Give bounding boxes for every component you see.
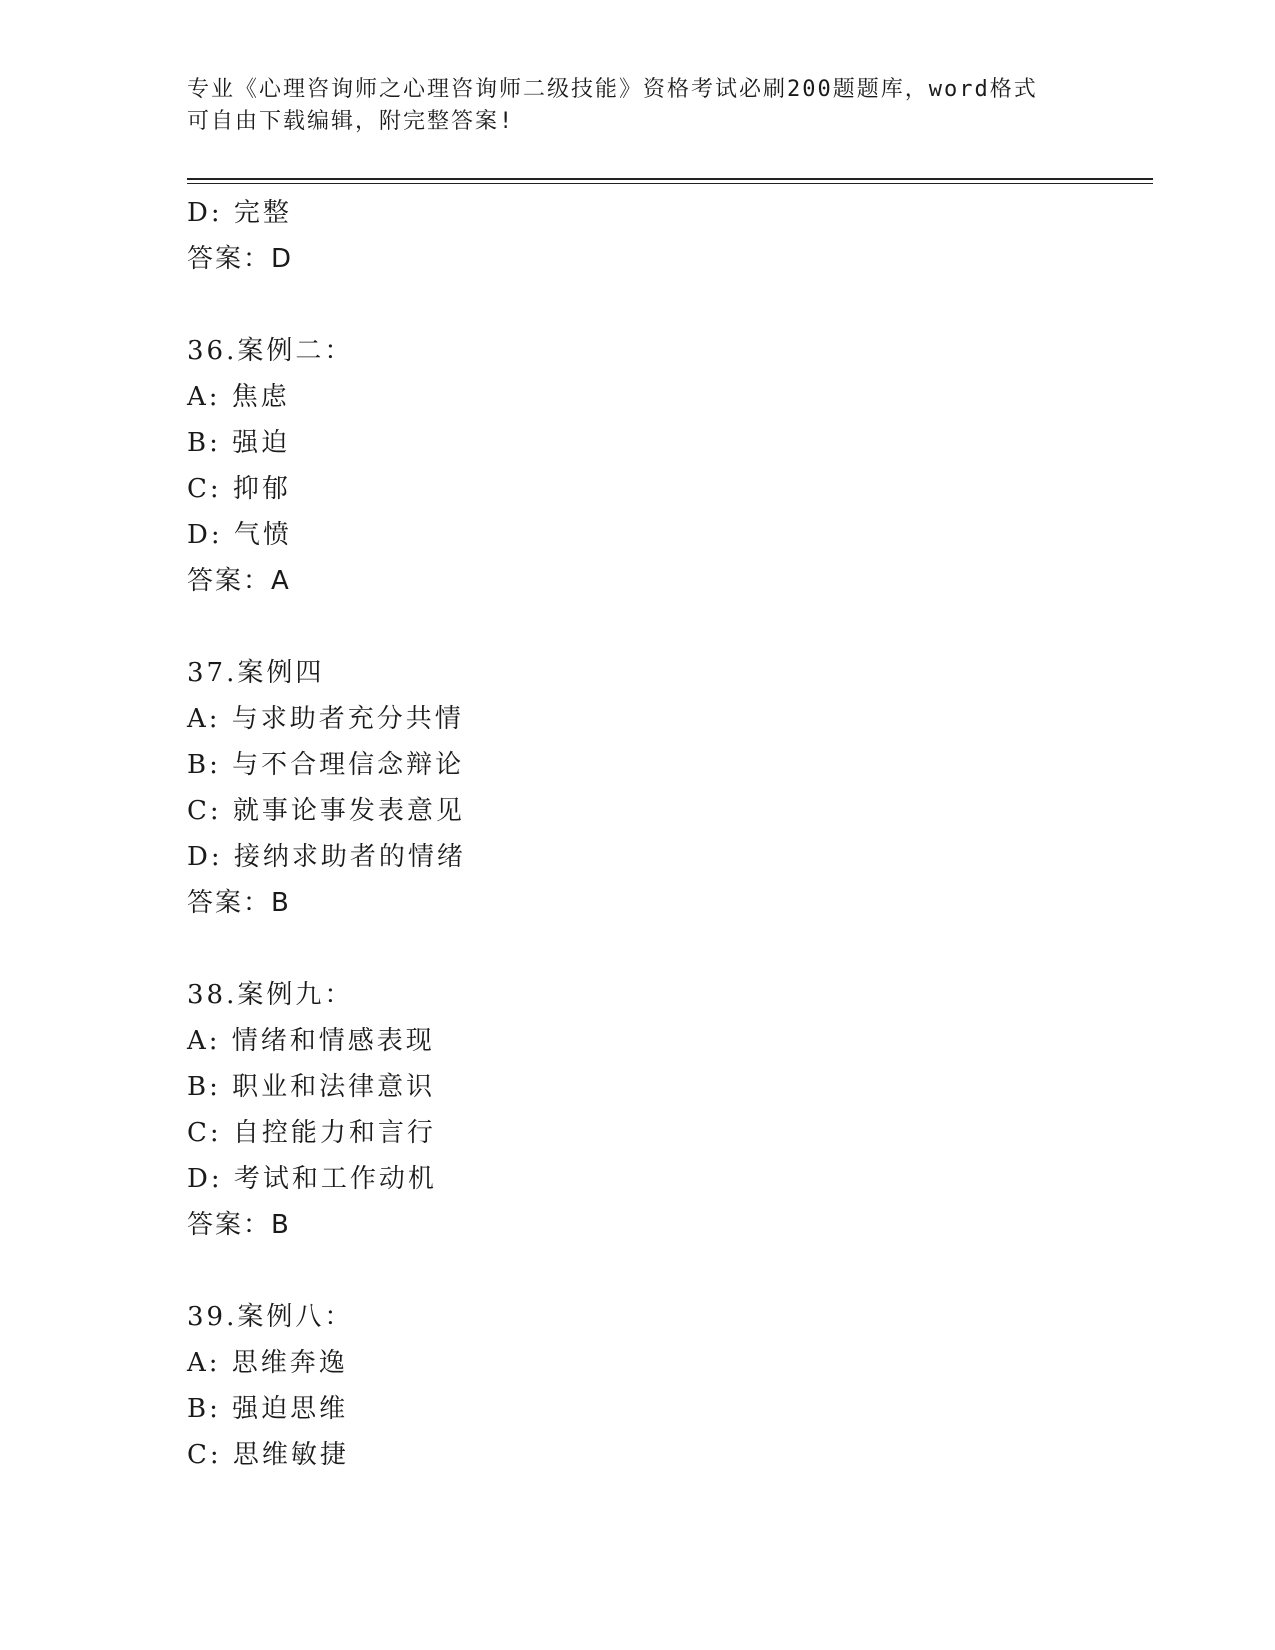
answer-line: 答案：B: [187, 1210, 291, 1240]
question-37: [187, 650, 1147, 926]
header-divider-thick: [187, 178, 1153, 180]
option-d: D: 接纳求助者的情绪: [187, 842, 466, 872]
option-a: A: 思维奔逸: [187, 1348, 348, 1378]
option-a: A: 情绪和情感表现: [187, 1026, 435, 1056]
question-list: [187, 190, 1147, 1478]
option-b: B: 强迫思维: [187, 1394, 349, 1424]
answer-line: 答案：A: [187, 566, 291, 596]
answer-line: 答案：D: [187, 244, 294, 274]
option-a: A: 焦虑: [187, 382, 290, 412]
option-d: D: 气愤: [187, 520, 292, 550]
option-d: D: 考试和工作动机: [187, 1164, 437, 1194]
question-title: 39.案例八：: [187, 1302, 354, 1332]
header-line-2: 可自由下载编辑，附完整答案!: [187, 109, 515, 134]
header-divider-thin: [187, 183, 1153, 184]
header-line-1: 专业《心理咨询师之心理咨询师二级技能》资格考试必刷200题题库，word格式: [187, 77, 1038, 102]
option-c: C: 思维敏捷: [187, 1440, 349, 1470]
option-b: B: 与不合理信念辩论: [187, 750, 465, 780]
document-header: [187, 74, 1087, 138]
option-b: B: 强迫: [187, 428, 291, 458]
option-d: D: 完整: [187, 198, 292, 228]
question-39: [187, 1294, 1147, 1478]
question-title: 36.案例二：: [187, 336, 354, 366]
question-36: [187, 328, 1147, 604]
option-a: A: 与求助者充分共情: [187, 704, 464, 734]
option-c: C: 抑郁: [187, 474, 291, 504]
answer-line: 答案：B: [187, 888, 291, 918]
option-b: B: 职业和法律意识: [187, 1072, 436, 1102]
option-c: C: 自控能力和言行: [187, 1118, 436, 1148]
question-title: 38.案例九：: [187, 980, 354, 1010]
question-title: 37.案例四: [187, 658, 325, 688]
question-38: [187, 972, 1147, 1248]
option-c: C: 就事论事发表意见: [187, 796, 465, 826]
